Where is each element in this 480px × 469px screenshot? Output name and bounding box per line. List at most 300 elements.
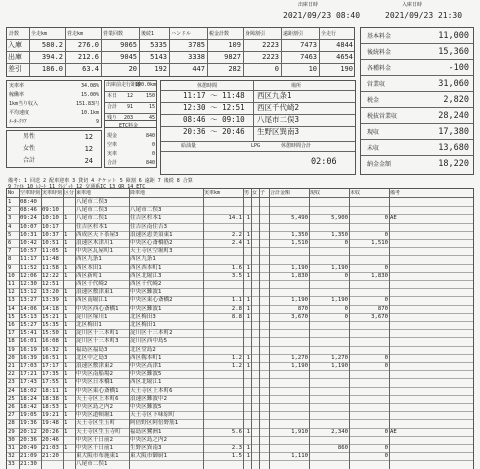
break-time: 08:46 ～ 09:10	[183, 115, 245, 124]
table-cell: 1,270	[331, 354, 348, 361]
stats-value: 7463	[300, 53, 317, 61]
grid-line	[7, 63, 354, 64]
stats-col-header: 営業回数	[103, 31, 124, 37]
table-cell: 西区九条1	[76, 256, 102, 263]
table-cell: 1	[246, 264, 250, 271]
grid-line	[105, 113, 156, 114]
table-cell: 中央区千日前1	[76, 445, 113, 451]
grid-line	[281, 28, 282, 76]
table-cell: 1,190	[331, 264, 348, 271]
table-cell: 福島区福島3	[76, 346, 108, 353]
people-label: 女性	[23, 145, 36, 152]
etc-label: 空車	[107, 142, 118, 148]
table-cell: 1.6	[231, 264, 242, 271]
grid-line	[361, 155, 473, 156]
table-cell: 1	[64, 420, 68, 427]
table-cell: 15:21	[42, 313, 59, 320]
table-cell: 26	[8, 404, 15, 410]
table-cell: 20	[8, 354, 15, 361]
grid-line	[41, 189, 42, 469]
table-cell: 3.5	[231, 272, 242, 279]
summary-label: 未収	[367, 145, 380, 152]
table-cell: 1	[64, 322, 68, 328]
table-cell: 18:42	[20, 404, 37, 410]
ratio-value: 15.00%	[80, 92, 99, 98]
table-cell: 0	[384, 297, 388, 304]
table-cell: 10:51	[42, 240, 59, 246]
table-cell: 1	[64, 387, 68, 394]
people-value: 24	[84, 157, 93, 165]
grid-line	[105, 91, 156, 92]
table-cell: 32	[8, 453, 15, 460]
table-cell: 1	[246, 215, 250, 222]
table-header: 備考	[390, 190, 401, 196]
grid-line	[253, 81, 254, 141]
table-cell: 1,350	[331, 231, 348, 238]
etc-label: 現金	[107, 133, 118, 139]
notes-line2: 9 ﾌｧｲﾙ 10 ﾚｼｰﾄ 11 ｸﾚｼﾞｯﾄ 12 交通系IC 13 QR 14 ETC	[8, 184, 146, 190]
table-cell: 1	[64, 428, 68, 435]
table-cell: 1	[246, 354, 250, 361]
table-cell: 10:31	[20, 231, 37, 238]
table-header: 女	[252, 190, 258, 196]
table-cell: 1	[64, 354, 68, 361]
stats-col-header: 全走km	[31, 31, 48, 37]
table-cell: 0	[384, 354, 388, 361]
table-cell: 20:46	[42, 436, 59, 443]
table-cell: 19	[8, 346, 15, 353]
trip-value: 150	[145, 93, 155, 99]
table-cell: 7	[8, 248, 12, 255]
table-cell: 21	[8, 363, 15, 369]
table-cell: 1	[246, 231, 250, 238]
trip-value: 91	[126, 104, 133, 110]
grid-line	[203, 189, 204, 469]
trip-table	[6, 188, 474, 469]
table-cell: 5,900	[331, 215, 348, 222]
trip-value: 15	[148, 104, 155, 110]
summary-value: 13,680	[438, 143, 469, 153]
stats-value: 186.0	[41, 65, 63, 73]
ratio-label: 平均速度	[9, 110, 30, 116]
table-cell: 八尾市二俣3	[130, 207, 162, 214]
table-cell: 1,510	[291, 240, 308, 246]
table-cell: 0	[384, 231, 388, 238]
grid-line	[361, 107, 473, 108]
table-cell: 870	[377, 305, 388, 312]
table-cell: 1	[64, 338, 68, 345]
stats-col-header: 遠距割引	[283, 31, 304, 37]
trip-row-label: 残り	[107, 115, 118, 121]
table-cell: 0	[344, 240, 348, 246]
table-cell: 17:35	[42, 371, 59, 378]
table-cell: 20:49	[20, 445, 37, 451]
stats-corner: 計数	[9, 31, 20, 37]
breaks-title: 休憩時間	[197, 83, 218, 89]
stats-value: 9827	[224, 53, 241, 61]
stats-value: 3785	[188, 41, 205, 49]
table-cell: 17:55	[42, 379, 59, 386]
table-cell: 18:02	[20, 387, 37, 394]
grid-line	[361, 139, 473, 140]
grid-line	[139, 28, 140, 76]
table-cell: 西区千代崎2	[130, 281, 162, 287]
summary-value: 15,360	[438, 47, 469, 57]
grid-line	[29, 28, 30, 76]
table-cell: 1,510	[371, 240, 388, 246]
stats-grid	[6, 27, 355, 77]
table-cell: 0	[344, 272, 348, 279]
table-cell: 西区千代崎2	[76, 281, 108, 287]
table-cell: 天王寺区生玉町	[76, 420, 116, 427]
table-cell: 1	[246, 453, 250, 460]
trip-title-value: 190.0km	[135, 82, 157, 88]
grid-line	[161, 102, 355, 103]
table-cell: 16:32	[42, 346, 59, 353]
trip-value: 45	[148, 115, 155, 121]
table-cell: 淀川区十三本町3	[76, 338, 119, 345]
table-cell: 0	[344, 313, 348, 320]
table-cell: 21:20	[42, 453, 59, 460]
table-cell: 22	[8, 371, 15, 378]
grid-line	[361, 75, 473, 76]
table-cell: 1	[8, 199, 12, 205]
table-header: 降車地	[130, 190, 146, 196]
table-cell: 2	[8, 207, 12, 214]
table-header: 男	[244, 190, 250, 196]
table-cell: 1	[64, 289, 68, 296]
stats-value: 109	[228, 41, 241, 49]
table-cell: 1,190	[331, 363, 348, 369]
ratio-value: 9	[95, 119, 99, 125]
table-cell: 中央区日本橋1	[76, 379, 113, 386]
table-cell: 0	[384, 264, 388, 271]
table-header: No	[8, 190, 15, 196]
stats-value: 192	[154, 65, 167, 73]
table-cell: 12:06	[20, 272, 37, 279]
break-place: 西区千代崎2	[257, 103, 300, 112]
table-cell: 19:36	[20, 420, 37, 427]
table-cell: 中央区東心斎橋2	[130, 297, 173, 304]
stats-value: 20	[128, 65, 137, 73]
table-cell: 東大阪市布施東1	[76, 453, 119, 460]
table-cell: 0	[384, 453, 388, 460]
table-cell: 11:05	[42, 248, 59, 255]
table-cell: 21:09	[20, 453, 37, 460]
summary-label: 税抜営業収	[367, 113, 398, 120]
table-cell: 17:43	[20, 379, 37, 386]
table-header: 空車時刻	[20, 190, 41, 196]
stats-row-label: 出庫	[8, 53, 22, 61]
table-cell: 16:19	[20, 346, 37, 353]
table-cell: 1	[246, 272, 250, 279]
table-cell: 天王寺区上本町6	[130, 387, 173, 394]
people-value: 12	[84, 145, 93, 153]
table-header: 乗車地	[76, 190, 92, 196]
summary-label: 各種料金	[367, 65, 392, 72]
table-cell: 淀川区塚川1	[76, 313, 108, 320]
grid-line	[63, 189, 64, 469]
table-cell: 15:41	[20, 330, 37, 337]
trip-value: 203	[123, 115, 133, 121]
table-cell: 1	[64, 404, 68, 410]
table-cell: 10:10	[42, 215, 59, 222]
summary-label: 税金	[367, 97, 380, 104]
notes-line1: 備考: 1 回送 2 配車迎車 3 貸切 4 チケット 5 障割 6 遠距 7 後続 8 合算	[8, 178, 193, 184]
table-cell: 18:53	[42, 404, 59, 410]
table-cell: 1	[64, 297, 68, 304]
table-cell: 20:26	[42, 428, 59, 435]
summary-value: 2,820	[443, 95, 469, 105]
break-time: 20:36 ～ 20:46	[183, 127, 245, 136]
etc-box	[104, 120, 157, 168]
table-cell: 12:51	[42, 281, 59, 287]
table-cell: 八尾市二俣3	[76, 199, 108, 205]
table-cell: 北区梅田1	[76, 322, 102, 328]
etc-label: 合計	[107, 160, 118, 166]
ratio-value: 151.83円	[75, 101, 99, 107]
summary-value: 28,240	[438, 111, 469, 121]
stats-col-header: 後続1	[141, 31, 155, 37]
table-cell: 西区本田1	[76, 264, 102, 271]
table-cell: 15	[8, 313, 15, 320]
stats-value: 63.4	[82, 65, 99, 73]
table-cell: 11:58	[42, 264, 59, 271]
table-cell: 23	[8, 379, 15, 386]
table-cell: 1	[246, 445, 250, 451]
table-cell: 19:05	[20, 412, 37, 419]
table-cell: 浪速区恵美須東1	[130, 231, 173, 238]
grid-line	[161, 141, 355, 142]
table-cell: 1	[64, 231, 68, 238]
table-cell: 0	[384, 215, 388, 222]
table-cell: 0	[384, 428, 388, 435]
table-cell: 浪速区敷津東2	[76, 363, 113, 369]
table-cell: 33	[8, 461, 15, 468]
table-cell: 淀川区西中島5	[130, 338, 167, 345]
table-cell: 中央区東心斎橋1	[76, 387, 119, 394]
etc-value: 0	[151, 151, 155, 157]
table-cell: AE	[390, 215, 397, 222]
grid-line	[349, 189, 350, 469]
grid-line	[389, 189, 390, 469]
trip-title: 出庫前走行距離	[106, 82, 142, 88]
table-cell: 2.2	[231, 231, 242, 238]
table-cell: 1,190	[291, 297, 308, 304]
table-cell: 10:57	[20, 248, 37, 255]
stats-col-header: 全走行	[321, 31, 337, 37]
etc-value: 840	[145, 160, 155, 166]
break-time: 12:30 ～ 12:51	[183, 103, 245, 112]
stats-row-label: 入庫	[8, 41, 22, 49]
table-header: 区分	[64, 190, 75, 196]
grid-line	[19, 189, 20, 469]
etc-value: 840	[145, 133, 155, 139]
table-cell: 0	[344, 305, 348, 312]
table-cell: 天王寺区空堀町3	[130, 248, 173, 255]
table-cell: AE	[390, 428, 397, 435]
in-datetime: 2021/09/23 21:30	[385, 11, 463, 20]
stats-value: 4844	[336, 41, 353, 49]
table-cell: 0	[384, 363, 388, 369]
grid-line	[243, 189, 244, 469]
table-cell: 16:51	[42, 354, 59, 361]
table-cell: 1,190	[331, 297, 348, 304]
table-cell: 西成区天下茶屋3	[76, 231, 119, 238]
table-cell: 10:07	[20, 223, 37, 230]
grid-line	[169, 28, 170, 76]
table-cell: 1,830	[291, 272, 308, 279]
table-cell: 住吉区南住吉3	[130, 223, 167, 230]
table-cell: 1.2	[231, 354, 242, 361]
table-cell: 2.8	[231, 305, 242, 312]
table-cell: 16:39	[20, 354, 37, 361]
table-cell: 860	[337, 445, 348, 451]
table-cell: 北区梅田1	[130, 322, 156, 328]
table-cell: 1	[64, 371, 68, 378]
grid-line	[129, 189, 130, 469]
table-cell: 東大阪市御厨1	[130, 453, 167, 460]
table-cell: 12:22	[42, 272, 59, 279]
ratio-value: 10.1km	[80, 110, 99, 116]
table-cell: 3	[8, 215, 12, 222]
table-cell: 4	[8, 223, 12, 230]
ratio-label: 1km当り収入	[9, 101, 39, 107]
table-cell: 19:48	[42, 420, 59, 427]
stats-value: 2223	[262, 41, 279, 49]
grid-line	[161, 126, 355, 127]
grid-line	[7, 39, 354, 40]
table-cell: 09:10	[42, 207, 59, 214]
grid-line	[361, 91, 473, 92]
table-cell: 14	[8, 305, 15, 312]
table-cell: 天王寺区下味原町	[130, 412, 175, 419]
ratio-label: 実車率	[9, 83, 25, 89]
table-cell: 25	[8, 395, 15, 402]
table-cell: 5,490	[291, 215, 308, 222]
table-cell: 中央区高津1	[130, 363, 162, 369]
etc-title: ETC料金	[119, 123, 139, 129]
table-cell: 中央区心斎橋筋2	[130, 240, 173, 246]
table-cell: 870	[297, 305, 308, 312]
people-box	[6, 130, 102, 168]
table-cell: 1	[64, 346, 68, 353]
grid-line	[65, 28, 66, 76]
break-place: 生野区巽南3	[257, 127, 300, 136]
grid-line	[361, 123, 473, 124]
break-place: 八尾市二俣3	[257, 115, 300, 124]
table-cell: 31	[8, 445, 15, 451]
stats-col-header: ハンドル	[171, 31, 192, 37]
grid-line	[7, 51, 354, 52]
table-cell: 09:24	[20, 215, 37, 222]
table-cell: 29	[8, 428, 15, 435]
table-cell: 1	[64, 445, 68, 451]
table-cell: 北区堂島2	[130, 346, 156, 353]
ratio-value: 34.08%	[80, 83, 99, 89]
table-cell: 西区西本町1	[130, 264, 162, 271]
table-cell: 14.1	[228, 215, 242, 222]
table-cell: 18	[8, 338, 15, 345]
stats-value: 212.6	[77, 53, 99, 61]
table-cell: 1	[64, 330, 68, 337]
table-cell: 2,340	[331, 428, 348, 435]
table-cell: 1	[64, 215, 68, 222]
stats-value: 190	[340, 65, 353, 73]
table-cell: 15:13	[20, 313, 37, 320]
table-cell: 北区梅田3	[130, 313, 156, 320]
trip-row-label: 本日	[107, 93, 118, 99]
stats-value: 282	[228, 65, 241, 73]
table-cell: 1	[64, 313, 68, 320]
table-cell: 西区北堀江3	[130, 272, 162, 279]
grid-line	[207, 28, 208, 76]
table-cell: 淀川区十三本町2	[130, 330, 173, 337]
grid-line	[161, 90, 355, 91]
table-cell: 27	[8, 412, 15, 419]
table-cell: 3,670	[371, 313, 388, 320]
table-cell: 0	[384, 445, 388, 451]
table-cell: 28	[8, 420, 15, 427]
table-cell: 西区南堀江1	[76, 297, 108, 304]
table-cell: 西区新町1	[76, 272, 102, 279]
table-cell: 八尾市二俣1	[76, 461, 108, 468]
table-cell: 浪速区木津川1	[76, 240, 113, 246]
table-cell: 11:17	[20, 256, 37, 263]
table-cell: 1	[246, 313, 250, 320]
stats-value: 2223	[262, 53, 279, 61]
table-cell: 11:52	[20, 264, 37, 271]
table-cell: 1	[246, 240, 250, 246]
table-cell: 1	[246, 428, 250, 435]
table-cell: 17:03	[20, 363, 37, 369]
table-cell: 10:42	[20, 240, 37, 246]
table-cell: 中央区千日前2	[76, 436, 113, 443]
grid-line	[361, 43, 473, 44]
table-cell: 6	[8, 240, 12, 246]
table-header: 現収	[310, 190, 321, 196]
stats-value: 9065	[120, 41, 137, 49]
table-cell: 10:17	[42, 223, 59, 230]
people-label: 男性	[23, 133, 36, 140]
table-cell: 中央区瓦屋町1	[76, 248, 113, 255]
stats-value: 5143	[150, 53, 167, 61]
table-cell: 中央区西心斎橋1	[76, 305, 119, 312]
ratio-box	[6, 80, 102, 128]
table-cell: 8	[8, 256, 12, 263]
table-cell: 10:37	[42, 231, 59, 238]
people-value: 12	[84, 133, 93, 141]
table-cell: 3,670	[291, 313, 308, 320]
table-cell: 16:08	[42, 338, 59, 345]
in-label: 入庫日時	[402, 2, 423, 8]
summary-value: 11,000	[438, 31, 469, 41]
table-cell: 1,350	[291, 231, 308, 238]
summary-label: 後続料金	[367, 49, 392, 56]
table-cell: 西区九条1	[130, 256, 156, 263]
stats-value: 9045	[120, 53, 137, 61]
table-cell: 天王寺区生玉寺町	[76, 428, 121, 435]
table-cell: 1	[64, 272, 68, 279]
table-cell: 1,110	[291, 453, 308, 460]
trip-value: 12	[126, 93, 133, 99]
stats-value: 580.2	[41, 41, 63, 49]
table-cell: 八尾市二俣1	[76, 215, 108, 222]
table-cell: 西区靱本町1	[130, 354, 162, 361]
table-cell: 1.5	[231, 453, 242, 460]
table-cell: 住吉区杉本1	[130, 215, 162, 222]
table-cell: 20:36	[20, 436, 37, 443]
